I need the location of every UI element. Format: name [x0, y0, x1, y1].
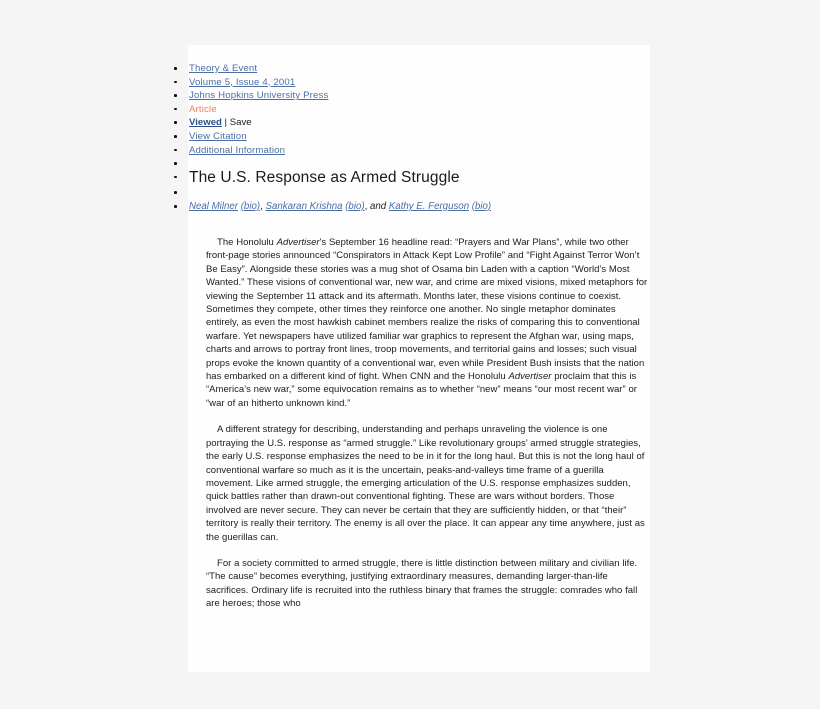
paragraph-1-segment-a: The Honolulu: [217, 237, 277, 248]
issue-link[interactable]: Volume 5, Issue 4, 2001: [189, 76, 296, 88]
paragraph-1-segment-c: 's September 16 headline read: “Prayers and War Plans”, while two other front-page stories announced “Conspirators in Attack Kept Low Profile” and “Fight Against Terror Won’t Be Easy”. Alongside these stories was a mug shot of Osama bin Laden with a caption “World’s Most Wanted.” These visions of conventional war, new war, and crime are mixed visions, mixed metaphors for viewing the September 11 attack and its aftermath. Months later, these visions continue to coexist. Sometimes they compete, other times they reinforce one another. No single metaphor dominates entirely, as even the most hawkish cabinet members realize the risks of comparing this to conventional warfare. Yet newspapers have utilized familiar war graphics to represent the Afghan war, using maps, charts and arrows to portray front lines, troop movements, and territorial gains and losses; such visual props evoke the known quantity of a conventional war, even while President Bush insists that the nation has embarked on a different kind of fight. When CNN and the Honolulu: [206, 237, 648, 383]
paragraph-1-segment-e: proclaim that this is “America’s new war,” some equivocation remains as to whether “new” means “our most recent war” or “war of an hitherto unknown kind.”: [206, 371, 637, 409]
author-link-3[interactable]: Kathy E. Ferguson: [388, 200, 470, 212]
list-item-journal[interactable]: [168, 62, 668, 76]
body-paragraph-2: A different strategy for describing, understanding and perhaps unraveling the violence is one portraying the U.S. response as “armed struggle.” Like revolutionary groups’ armed struggle strategies, the early U.S. response emphasizes the need to be in it for the long haul. But this is not the long haul of conventional warfare so much as it is the uncertain, peaks-and-valleys time frame of a guerilla movement. Like armed struggle, the emerging articulation of the U.S. response emphasizes sudden, quick battles rather than drawn-out conventional fighting. These are wars without borders. Those involved are never secure. They can never be certain that they are sufficiently hidden, or that “their” territory is really their territory. The enemy is all over the place. It can appear any time anywhere, just as the guerillas can.: [206, 424, 645, 543]
list-item-spacer-bottom: [168, 186, 668, 200]
author-conjunction: and: [369, 200, 389, 212]
list-item-issue[interactable]: [168, 76, 668, 90]
author-bio-link-1[interactable]: (bio): [240, 200, 261, 212]
viewed-save-separator: |: [221, 117, 230, 129]
list-item-viewed-save[interactable]: [168, 116, 668, 130]
author-separator-1: ,: [260, 200, 266, 212]
list-item-publisher[interactable]: [168, 89, 668, 103]
list-item-view-citation[interactable]: [168, 130, 668, 144]
additional-information-link[interactable]: Additional Information: [189, 144, 286, 156]
list-item-content-type: [168, 103, 668, 117]
list-item-title: [168, 168, 668, 187]
list-item-authors[interactable]: [168, 200, 668, 214]
author-separator-2: ,: [364, 200, 370, 212]
author-link-1[interactable]: Neal Milner: [189, 200, 238, 212]
view-citation-link[interactable]: View Citation: [189, 130, 247, 142]
viewed-tab[interactable]: Viewed: [189, 117, 222, 129]
author-link-2[interactable]: Sankaran Krishna: [265, 200, 343, 212]
paragraph-1-italic-advertiser-2: Advertiser: [508, 371, 552, 383]
body-paragraph-1: [206, 236, 650, 410]
save-link[interactable]: Save: [229, 117, 252, 129]
page-title: The U.S. Response as Armed Struggle: [189, 168, 460, 186]
list-item-additional-information[interactable]: [168, 144, 668, 158]
author-bio-link-2[interactable]: (bio): [345, 200, 365, 212]
publisher-link[interactable]: Johns Hopkins University Press: [189, 90, 329, 102]
content-type-label: Article: [189, 103, 217, 115]
body-paragraph-3: For a society committed to armed struggle, there is little distinction between military and civilian life. “The cause” becomes everything, justifying extraordinary measures, demanding larger-than-life sacrifices. Ordinary life is recruited into the ruthless binary that frames the struggle: comrades who fall are heroes; those who: [206, 557, 638, 610]
author-bio-link-3[interactable]: (bio): [471, 200, 492, 212]
paragraph-1-italic-advertiser-1: Advertiser: [276, 237, 320, 248]
article-metadata-list: [168, 62, 668, 214]
journal-link[interactable]: Theory & Event: [189, 63, 258, 74]
article-body: [206, 236, 650, 624]
